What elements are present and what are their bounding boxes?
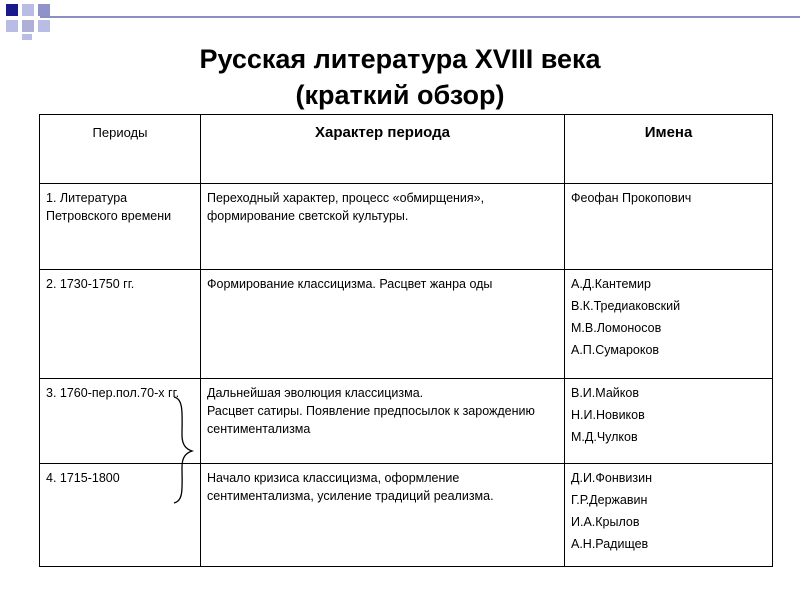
cell-names bbox=[565, 379, 773, 464]
table-header-row bbox=[40, 115, 773, 184]
header-names: Имена bbox=[565, 115, 773, 184]
decorative-square bbox=[22, 34, 32, 40]
name-item: М.Д.Чулков bbox=[571, 430, 638, 444]
cell-period: 2. 1730-1750 гг. bbox=[40, 270, 201, 379]
curly-brace-icon bbox=[170, 395, 196, 505]
name-item: А.П.Сумароков bbox=[571, 343, 660, 357]
decorative-square bbox=[38, 20, 50, 32]
cell-period: 4. 1715-1800 bbox=[40, 464, 201, 567]
table-row bbox=[40, 464, 773, 567]
name-item: М.В.Ломоносов bbox=[571, 321, 662, 335]
name-item: А.Д.Кантемир bbox=[571, 277, 651, 291]
name-item: Г.Р.Державин bbox=[571, 493, 648, 507]
header-periods: Периоды bbox=[40, 115, 201, 184]
page-title bbox=[0, 41, 800, 113]
cell-character bbox=[201, 379, 565, 464]
cell-period: 1. Литература Петровского времени bbox=[40, 184, 201, 270]
character-line: Расцвет сатиры. Появление предпосылок к зарождению сентиментализма bbox=[207, 404, 535, 436]
title-line-2: (краткий обзор) bbox=[295, 80, 505, 110]
name-item: Д.И.Фонвизин bbox=[571, 471, 652, 485]
name-item: Феофан Прокопович bbox=[571, 191, 692, 205]
name-item: А.Н.Радищев bbox=[571, 537, 649, 551]
cell-character: Начало кризиса классицизма, оформление сентиментализма, усиление традиций реализма. bbox=[201, 464, 565, 567]
table-row bbox=[40, 379, 773, 464]
cell-period: 3. 1760-пер.пол.70-х гг. bbox=[40, 379, 201, 464]
name-item: И.А.Крылов bbox=[571, 515, 640, 529]
cell-names bbox=[565, 464, 773, 567]
decorative-header-squares bbox=[0, 0, 800, 40]
decorative-square bbox=[22, 20, 34, 32]
table-row bbox=[40, 184, 773, 270]
cell-names bbox=[565, 270, 773, 379]
table-row bbox=[40, 270, 773, 379]
header-rule bbox=[40, 16, 800, 18]
header-character: Характер периода bbox=[201, 115, 565, 184]
name-item: В.К.Тредиаковский bbox=[571, 299, 681, 313]
cell-character: Формирование классицизма. Расцвет жанра оды bbox=[201, 270, 565, 379]
name-item: Н.И.Новиков bbox=[571, 408, 645, 422]
decorative-square bbox=[6, 4, 18, 16]
cell-names bbox=[565, 184, 773, 270]
decorative-square bbox=[6, 20, 18, 32]
decorative-square bbox=[22, 4, 34, 16]
name-item: В.И.Майков bbox=[571, 386, 639, 400]
title-line-1: Русская литература XVIII века bbox=[199, 44, 601, 74]
decorative-square bbox=[38, 4, 50, 16]
literature-periods-table bbox=[39, 114, 773, 567]
cell-character: Переходный характер, процесс «обмирщения», формирование светской культуры. bbox=[201, 184, 565, 270]
character-line: Дальнейшая эволюция классицизма. bbox=[207, 386, 424, 400]
